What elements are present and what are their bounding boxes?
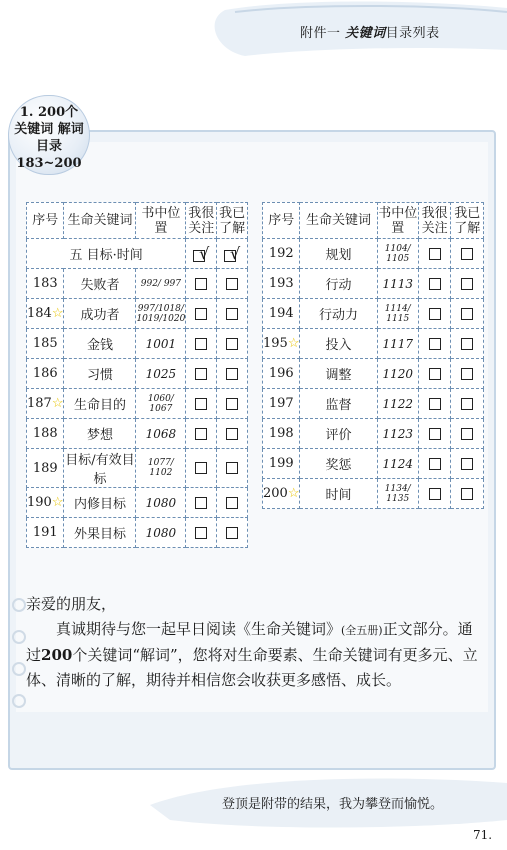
row-pos: 1077/ 1102: [136, 449, 186, 488]
row-keyword: 成功者: [64, 299, 136, 329]
row-keyword: 规划: [300, 239, 377, 269]
row-keyword: 目标/有效目标: [64, 449, 136, 488]
star-icon: ☆: [287, 336, 300, 351]
know-checkbox[interactable]: [451, 299, 484, 329]
row-num: 183: [27, 269, 64, 299]
care-checkbox[interactable]: [186, 359, 217, 389]
row-pos: 1117: [377, 329, 418, 359]
row-pos: 1025: [136, 359, 186, 389]
row-num: 199: [263, 449, 300, 479]
row-num: 196: [263, 359, 300, 389]
row-num: 200☆: [263, 479, 300, 509]
header-pos: 书中位置: [377, 203, 418, 239]
care-checkbox[interactable]: [418, 329, 451, 359]
know-checkbox[interactable]: [217, 389, 248, 419]
row-num: 186: [27, 359, 64, 389]
row-num: 188: [27, 419, 64, 449]
know-checkbox[interactable]: [451, 239, 484, 269]
row-keyword: 习惯: [64, 359, 136, 389]
header-keyword: 生命关键词: [300, 203, 377, 239]
keyword-table-left: [26, 202, 248, 548]
care-check: √: [186, 239, 217, 269]
star-icon: ☆: [51, 495, 64, 510]
row-keyword: 监督: [300, 389, 377, 419]
row-pos: 1104/ 1105: [377, 239, 418, 269]
row-num: 189: [27, 449, 64, 488]
star-icon: ☆: [51, 396, 64, 411]
section-row: [27, 239, 248, 269]
table-row: [263, 329, 484, 359]
know-checkbox[interactable]: [451, 269, 484, 299]
table-row: [27, 299, 248, 329]
header-num: 序号: [263, 203, 300, 239]
row-pos: 1060/ 1067: [136, 389, 186, 419]
table-row: [263, 269, 484, 299]
row-pos: 1114/ 1115: [377, 299, 418, 329]
care-checkbox[interactable]: [418, 479, 451, 509]
row-keyword: 梦想: [64, 419, 136, 449]
row-num: 184☆: [27, 299, 64, 329]
care-checkbox[interactable]: [186, 518, 217, 548]
row-pos: 1113: [377, 269, 418, 299]
row-num: 190☆: [27, 488, 64, 518]
know-checkbox[interactable]: [217, 449, 248, 488]
table-row: [263, 419, 484, 449]
care-checkbox[interactable]: [418, 239, 451, 269]
know-checkbox[interactable]: [451, 329, 484, 359]
header-care: 我很关注: [418, 203, 451, 239]
row-keyword: 调整: [300, 359, 377, 389]
salutation: 亲爱的朋友，: [26, 595, 117, 613]
care-checkbox[interactable]: [186, 389, 217, 419]
table-row: [263, 479, 484, 509]
care-checkbox[interactable]: [418, 389, 451, 419]
care-checkbox[interactable]: [186, 419, 217, 449]
row-keyword: 投入: [300, 329, 377, 359]
row-pos: 1120: [377, 359, 418, 389]
row-num: 191: [27, 518, 64, 548]
table-row: [27, 518, 248, 548]
keyword-table-right: [262, 202, 484, 509]
row-keyword: 失败者: [64, 269, 136, 299]
row-pos: 997/1018/ 1019/1020: [136, 299, 186, 329]
row-keyword: 奖惩: [300, 449, 377, 479]
table-row: [27, 488, 248, 518]
row-num: 187☆: [27, 389, 64, 419]
row-num: 194: [263, 299, 300, 329]
page-number: 71.: [473, 828, 493, 842]
row-pos: 1080: [136, 518, 186, 548]
know-checkbox[interactable]: [451, 449, 484, 479]
table-row: [27, 329, 248, 359]
know-checkbox[interactable]: [217, 419, 248, 449]
table-row: [27, 359, 248, 389]
header-pos: 书中位置: [136, 203, 186, 239]
footer-quote: 登顶是附带的结果，我为攀登而愉悦。: [222, 797, 444, 812]
header-know: 我已了解: [451, 203, 484, 239]
table-row: [27, 449, 248, 488]
star-icon: ☆: [287, 486, 300, 501]
header-know: 我已了解: [217, 203, 248, 239]
table-row: [27, 419, 248, 449]
greeting-body: 真诚期待与您一起早日阅读《生命关键词》(全五册)正文部分。通过200个关键词“解词”，您将对生命要素、生命关键词有更多元、立体、清晰的了解，期待并相信您会收获更多感悟、成长。: [26, 620, 478, 689]
row-keyword: 时间: [300, 479, 377, 509]
care-checkbox[interactable]: [418, 419, 451, 449]
row-pos: 1068: [136, 419, 186, 449]
know-checkbox[interactable]: [451, 419, 484, 449]
care-checkbox[interactable]: [186, 329, 217, 359]
binder-hole: [12, 694, 26, 708]
row-pos: 1123: [377, 419, 418, 449]
section-badge-text: 1. 200个 关键词 解词 目录183~200: [14, 105, 84, 171]
table-row: [263, 449, 484, 479]
greeting-text: [26, 592, 486, 693]
table-row: [263, 389, 484, 419]
care-checkbox[interactable]: [418, 299, 451, 329]
row-keyword: 金钱: [64, 329, 136, 359]
know-checkbox[interactable]: [451, 359, 484, 389]
row-keyword: 生命目的: [64, 389, 136, 419]
header-keyword: 生命关键词: [64, 203, 136, 239]
row-num: 185: [27, 329, 64, 359]
table-row: [263, 359, 484, 389]
binder-hole: [12, 662, 26, 676]
row-keyword: 内修目标: [64, 488, 136, 518]
care-checkbox[interactable]: [418, 449, 451, 479]
row-num: 195☆: [263, 329, 300, 359]
star-icon: ☆: [51, 306, 64, 321]
header-num: 序号: [27, 203, 64, 239]
row-keyword: 行动: [300, 269, 377, 299]
care-checkbox[interactable]: [418, 269, 451, 299]
header-care: 我很关注: [186, 203, 217, 239]
care-checkbox[interactable]: [186, 449, 217, 488]
know-checkbox[interactable]: [451, 479, 484, 509]
row-pos: 1124: [377, 449, 418, 479]
binder-hole: [12, 630, 26, 644]
know-checkbox[interactable]: [217, 299, 248, 329]
row-pos: 992/ 997: [136, 269, 186, 299]
know-check: √: [217, 239, 248, 269]
table-row: [27, 389, 248, 419]
table-row: [263, 299, 484, 329]
know-checkbox[interactable]: [217, 518, 248, 548]
care-checkbox[interactable]: [186, 488, 217, 518]
row-keyword: 评价: [300, 419, 377, 449]
care-checkbox[interactable]: [186, 299, 217, 329]
binder-hole: [12, 598, 26, 612]
section-label: 五 目标·时间: [27, 239, 186, 269]
row-pos: 1080: [136, 488, 186, 518]
header-title: 附件一 关键词目录列表: [300, 26, 440, 41]
row-pos: 1001: [136, 329, 186, 359]
know-checkbox[interactable]: [451, 389, 484, 419]
table-row: [263, 239, 484, 269]
row-num: 192: [263, 239, 300, 269]
know-checkbox[interactable]: [217, 329, 248, 359]
row-keyword: 外果目标: [64, 518, 136, 548]
know-checkbox[interactable]: [217, 269, 248, 299]
row-pos: 1134/ 1135: [377, 479, 418, 509]
row-pos: 1122: [377, 389, 418, 419]
row-keyword: 行动力: [300, 299, 377, 329]
care-checkbox[interactable]: [186, 269, 217, 299]
row-num: 197: [263, 389, 300, 419]
know-checkbox[interactable]: [217, 488, 248, 518]
table-row: [27, 269, 248, 299]
know-checkbox[interactable]: [217, 359, 248, 389]
row-num: 198: [263, 419, 300, 449]
care-checkbox[interactable]: [418, 359, 451, 389]
row-num: 193: [263, 269, 300, 299]
